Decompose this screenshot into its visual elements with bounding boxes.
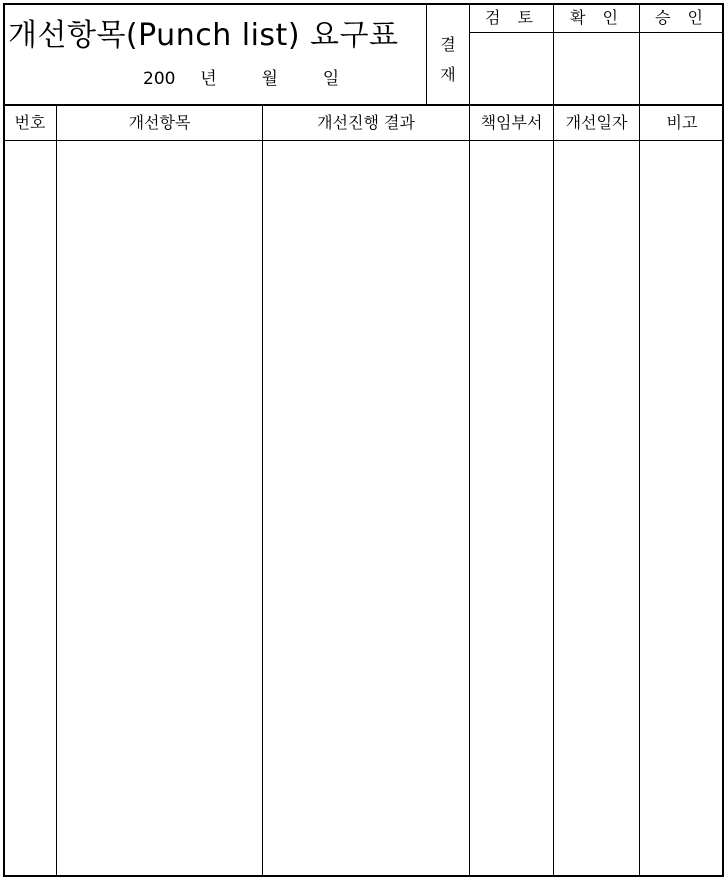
- col-remarks: 비고: [666, 113, 698, 132]
- col-progress: 개선진행 결과: [317, 113, 415, 132]
- approval-head-underline: [469, 32, 724, 33]
- year-label: 년: [200, 69, 217, 89]
- col-item: 개선항목: [128, 113, 191, 132]
- date-line: [143, 67, 339, 91]
- approval-label: [427, 30, 469, 90]
- day-label: 일: [322, 69, 340, 89]
- approval-divider: [639, 4, 640, 105]
- year-prefix: 200: [143, 69, 176, 89]
- col-date: 개선일자: [565, 113, 628, 132]
- approval-divider: [469, 4, 470, 105]
- col-number: 번호: [14, 113, 46, 132]
- month-label: 월: [261, 69, 278, 89]
- approval-confirm: 확 인: [570, 8, 624, 27]
- col-department: 책임부서: [480, 113, 543, 132]
- table-body: [5, 141, 722, 875]
- approval-box-left-border: [426, 4, 427, 105]
- approval-approve: 승 인: [655, 8, 709, 27]
- approval-divider: [553, 4, 554, 105]
- approval-label-bottom: 재: [440, 65, 456, 84]
- approval-label-top: 결: [440, 35, 456, 54]
- approval-review: 검 토: [485, 8, 539, 27]
- form-title: 개선항목(Punch list) 요구표: [8, 18, 399, 53]
